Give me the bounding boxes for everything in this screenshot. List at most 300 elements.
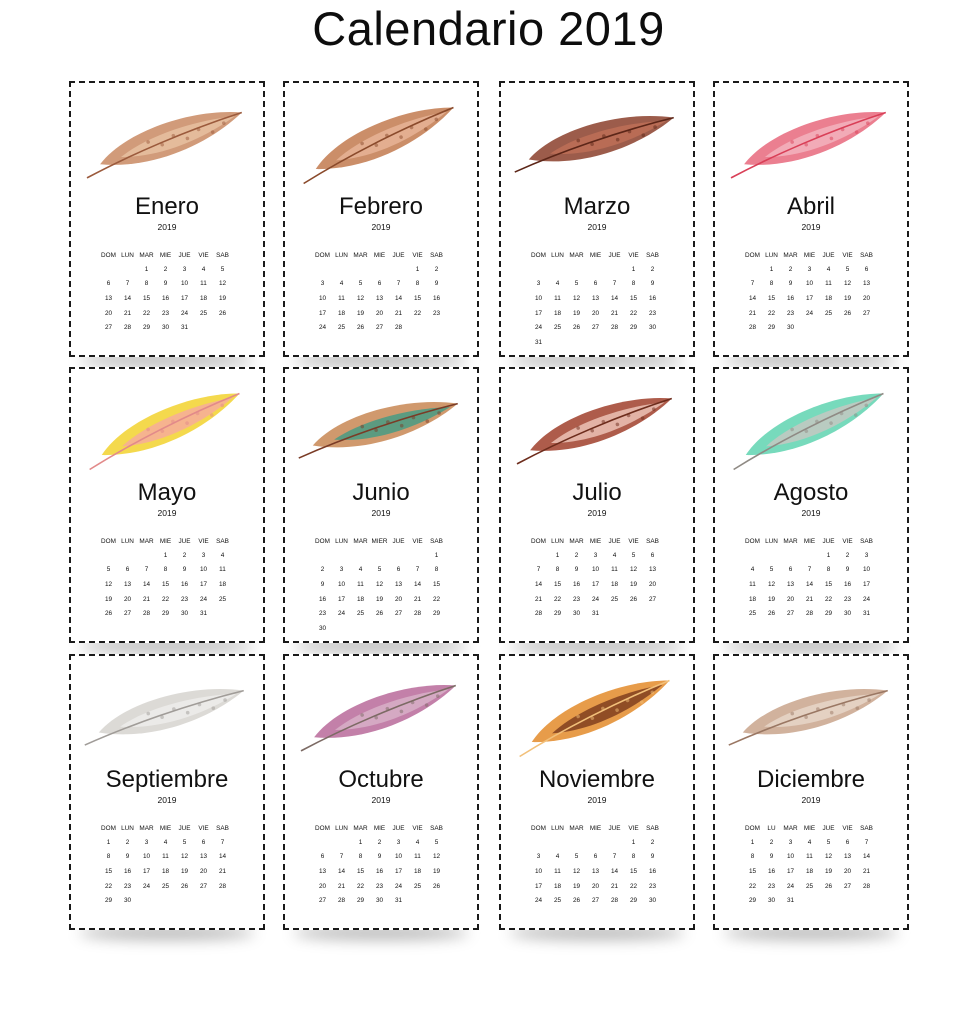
day-cell (743, 262, 762, 277)
weekday-label: MAR (139, 537, 154, 545)
weekday-label: MAR (353, 824, 368, 832)
day-cell: 11 (554, 294, 561, 302)
day-cell: 28 (142, 610, 151, 618)
day-cell: 30 (161, 324, 170, 332)
weekday-label: DOM (101, 537, 116, 545)
day-cell: 28 (394, 324, 403, 332)
week-row (99, 306, 232, 321)
feather-illustration (293, 674, 473, 758)
month-card (499, 654, 695, 930)
day-cell: 9 (769, 853, 774, 861)
day-cell: 23 (786, 309, 795, 317)
day-cell (819, 893, 838, 908)
day-cell: 3 (788, 838, 793, 846)
day-cell: 19 (824, 867, 833, 875)
week-row (313, 850, 446, 865)
day-cell (137, 893, 156, 908)
day-cell: 19 (432, 867, 441, 875)
day-cell: 7 (220, 838, 225, 846)
day-cell: 13 (843, 853, 852, 861)
day-cell: 16 (432, 294, 441, 302)
day-cell: 30 (648, 897, 657, 905)
day-cell: 17 (337, 595, 346, 603)
day-cell: 16 (318, 595, 327, 603)
day-cell: 3 (807, 265, 812, 273)
day-cell: 27 (318, 897, 327, 905)
day-cell (118, 262, 137, 277)
day-cell (332, 835, 351, 850)
week-row (313, 606, 446, 621)
day-cell: 3 (593, 551, 598, 559)
day-cell: 8 (826, 566, 831, 574)
day-cell: 16 (375, 867, 384, 875)
day-cell (175, 893, 194, 908)
day-cell: 1 (144, 265, 149, 273)
day-cell: 17 (862, 580, 871, 588)
day-cell (370, 621, 389, 636)
day-cell: 12 (375, 580, 384, 588)
day-cell: 18 (218, 580, 227, 588)
weekday-label: MIE (373, 824, 386, 832)
weekday-label: DOM (531, 824, 546, 832)
day-cell: 25 (553, 324, 562, 332)
weekday-label: LUN (121, 824, 134, 832)
month-name: Mayo (137, 479, 197, 506)
weekday-label: JUE (822, 824, 835, 832)
day-cell: 3 (864, 551, 869, 559)
day-cell: 19 (843, 294, 852, 302)
day-cell: 5 (631, 551, 636, 559)
week-row (529, 879, 662, 894)
day-cell: 12 (824, 853, 833, 861)
day-cell: 20 (104, 309, 113, 317)
day-cell: 12 (180, 853, 189, 861)
day-cell: 16 (123, 867, 132, 875)
day-cell: 18 (824, 294, 833, 302)
day-cell: 10 (862, 566, 871, 574)
weekday-label: SAB (646, 251, 659, 259)
card-cut-border (713, 81, 909, 357)
day-cell (332, 262, 351, 277)
day-cell (838, 893, 857, 908)
day-cell: 8 (415, 280, 420, 288)
day-cell: 27 (199, 882, 208, 890)
day-cell: 28 (610, 897, 619, 905)
day-cell: 15 (767, 294, 776, 302)
weekday-label: MAR (569, 537, 584, 545)
day-cell (800, 893, 819, 908)
day-cell: 31 (534, 338, 543, 346)
day-cell: 22 (356, 882, 365, 890)
day-cell: 30 (123, 897, 132, 905)
month-card (499, 81, 695, 357)
day-cell: 11 (338, 294, 345, 302)
day-cell: 1 (555, 551, 560, 559)
day-cell: 24 (318, 324, 327, 332)
day-cell (118, 548, 137, 563)
day-cell: 29 (553, 610, 562, 618)
day-cell: 9 (125, 853, 130, 861)
day-cell: 31 (591, 610, 600, 618)
weekday-label: VIE (842, 537, 853, 545)
day-cell: 15 (142, 294, 151, 302)
day-cell: 18 (413, 867, 422, 875)
day-cell: 14 (123, 294, 132, 302)
day-cell: 18 (199, 294, 208, 302)
day-cell: 17 (394, 867, 403, 875)
day-cell: 2 (377, 838, 382, 846)
week-row (99, 835, 232, 850)
day-cell (351, 548, 370, 563)
day-cell: 23 (572, 595, 581, 603)
week-row (743, 306, 876, 321)
month-year: 2019 (587, 795, 607, 805)
month-name: Abril (786, 193, 835, 220)
day-cell: 26 (824, 882, 833, 890)
day-cell: 10 (337, 580, 346, 588)
day-cell: 14 (748, 294, 757, 302)
card-cut-border (499, 81, 695, 357)
weekday-header-row (743, 248, 876, 262)
day-cell (408, 621, 427, 636)
feather-illustration (79, 674, 259, 758)
weekday-header-row (99, 534, 232, 548)
feather-illustration (723, 101, 903, 185)
day-cell: 20 (318, 882, 327, 890)
day-cell: 22 (629, 309, 638, 317)
day-cell: 20 (394, 595, 403, 603)
day-cell: 22 (824, 595, 833, 603)
weekday-label: SAB (216, 824, 229, 832)
month-day-grid (529, 534, 662, 621)
month-name: Agosto (773, 479, 849, 506)
day-cell (408, 320, 427, 335)
day-cell (548, 262, 567, 277)
day-cell: 11 (611, 566, 618, 574)
weekday-label: DOM (745, 251, 760, 259)
day-cell: 9 (845, 566, 850, 574)
week-row (99, 291, 232, 306)
day-cell: 29 (767, 324, 776, 332)
day-cell: 3 (536, 280, 541, 288)
day-cell: 21 (534, 595, 543, 603)
day-cell: 7 (864, 838, 869, 846)
day-cell (819, 320, 838, 335)
day-cell: 15 (104, 867, 113, 875)
day-cell: 6 (593, 853, 598, 861)
week-row (743, 592, 876, 607)
card-cut-border (499, 654, 695, 930)
day-cell: 21 (337, 882, 346, 890)
feather-illustration (509, 674, 689, 758)
month-card (69, 81, 265, 357)
day-cell: 23 (843, 595, 852, 603)
day-cell: 2 (163, 265, 168, 273)
week-row (529, 306, 662, 321)
day-cell: 9 (320, 580, 325, 588)
weekday-label: DOM (315, 824, 330, 832)
weekday-label: JUE (608, 251, 621, 259)
month-year: 2019 (801, 795, 821, 805)
day-cell (800, 548, 819, 563)
day-cell: 27 (786, 610, 795, 618)
day-cell: 24 (142, 882, 151, 890)
day-cell: 5 (377, 566, 382, 574)
day-cell: 20 (648, 580, 657, 588)
weekday-label: MAR (783, 251, 798, 259)
day-cell: 4 (415, 838, 420, 846)
day-cell: 20 (123, 595, 132, 603)
day-cell: 2 (650, 265, 655, 273)
weekday-label: MAR (569, 251, 584, 259)
month-day-grid (743, 248, 876, 335)
day-cell: 17 (534, 882, 543, 890)
week-row (529, 577, 662, 592)
day-cell: 4 (750, 566, 755, 574)
day-cell: 8 (434, 566, 439, 574)
day-cell (351, 621, 370, 636)
day-cell: 4 (220, 551, 225, 559)
month-year: 2019 (801, 508, 821, 518)
week-row (743, 262, 876, 277)
week-row (529, 864, 662, 879)
day-cell: 23 (123, 882, 132, 890)
day-cell (313, 548, 332, 563)
day-cell: 21 (862, 867, 871, 875)
day-cell: 24 (534, 897, 543, 905)
day-cell: 28 (610, 324, 619, 332)
weekday-label: VIE (842, 824, 853, 832)
day-cell: 9 (163, 280, 168, 288)
day-cell: 20 (786, 595, 795, 603)
weekday-label: JUE (608, 537, 621, 545)
weekday-label: MIE (803, 824, 816, 832)
weekday-label: LUN (335, 537, 348, 545)
day-cell: 21 (142, 595, 151, 603)
day-cell: 9 (650, 280, 655, 288)
day-cell: 24 (534, 324, 543, 332)
day-cell (389, 621, 408, 636)
day-cell: 16 (180, 580, 189, 588)
day-cell: 10 (805, 280, 814, 288)
day-cell: 21 (123, 309, 132, 317)
day-cell: 15 (629, 867, 638, 875)
day-cell: 6 (125, 566, 130, 574)
month-card (713, 654, 909, 930)
day-cell: 31 (394, 897, 403, 905)
month-day-grid (313, 248, 446, 335)
day-cell: 20 (375, 309, 384, 317)
day-cell: 8 (750, 853, 755, 861)
day-cell: 29 (161, 610, 170, 618)
week-row (743, 850, 876, 865)
day-cell: 2 (320, 566, 325, 574)
day-cell (586, 262, 605, 277)
week-row (529, 893, 662, 908)
day-cell: 28 (534, 610, 543, 618)
day-cell: 15 (356, 867, 365, 875)
day-cell: 25 (824, 309, 833, 317)
day-cell: 8 (631, 280, 636, 288)
day-cell: 25 (413, 882, 422, 890)
day-cell: 21 (805, 595, 814, 603)
month-card (283, 81, 479, 357)
day-cell: 1 (826, 551, 831, 559)
week-row (313, 563, 446, 578)
day-cell: 16 (572, 580, 581, 588)
day-cell: 17 (805, 294, 814, 302)
month-year: 2019 (157, 222, 177, 232)
day-cell: 5 (574, 853, 579, 861)
day-cell: 29 (748, 897, 757, 905)
week-row (313, 577, 446, 592)
day-cell: 27 (123, 610, 132, 618)
weekday-label: SAB (860, 251, 873, 259)
day-cell: 13 (591, 867, 600, 875)
weekday-label: LUN (765, 251, 778, 259)
weekday-label: SAB (430, 251, 443, 259)
day-cell: 14 (394, 294, 403, 302)
weekday-label: DOM (531, 537, 546, 545)
day-cell: 26 (843, 309, 852, 317)
day-cell: 30 (648, 324, 657, 332)
day-cell: 5 (826, 838, 831, 846)
day-cell (586, 335, 605, 350)
day-cell: 9 (574, 566, 579, 574)
day-cell: 11 (200, 280, 207, 288)
month-name: Julio (572, 479, 622, 506)
day-cell: 13 (318, 867, 327, 875)
day-cell: 13 (199, 853, 208, 861)
day-cell: 12 (432, 853, 441, 861)
day-cell: 30 (375, 897, 384, 905)
day-cell (389, 548, 408, 563)
day-cell: 18 (337, 309, 346, 317)
day-cell: 1 (415, 265, 420, 273)
day-cell: 6 (320, 853, 325, 861)
weekday-label: JUE (392, 251, 405, 259)
day-cell: 14 (218, 853, 227, 861)
weekday-label: LUN (121, 537, 134, 545)
weekday-label: VIE (198, 537, 209, 545)
day-cell: 21 (748, 309, 757, 317)
day-cell: 27 (862, 309, 871, 317)
week-row (529, 277, 662, 292)
weekday-label: LUN (765, 537, 778, 545)
day-cell: 16 (843, 580, 852, 588)
day-cell: 6 (593, 280, 598, 288)
day-cell: 25 (337, 324, 346, 332)
day-cell: 21 (610, 309, 619, 317)
day-cell: 18 (553, 309, 562, 317)
week-row (313, 291, 446, 306)
day-cell: 19 (180, 867, 189, 875)
day-cell: 7 (339, 853, 344, 861)
week-row (313, 864, 446, 879)
week-row (99, 850, 232, 865)
weekday-label: JUE (822, 537, 835, 545)
weekday-label: SAB (216, 251, 229, 259)
month-name: Noviembre (538, 766, 656, 793)
day-cell: 5 (220, 265, 225, 273)
feather-illustration (723, 674, 903, 758)
week-row (313, 621, 446, 636)
day-cell (743, 548, 762, 563)
weekday-label: VIE (842, 251, 853, 259)
month-card (69, 654, 265, 930)
week-row (529, 262, 662, 277)
weekday-label: VIE (198, 824, 209, 832)
day-cell: 11 (219, 566, 226, 574)
card-cut-border (283, 81, 479, 357)
day-cell (99, 262, 118, 277)
day-cell: 23 (648, 882, 657, 890)
day-cell: 18 (161, 867, 170, 875)
day-cell (548, 835, 567, 850)
day-cell: 17 (318, 309, 327, 317)
month-name: Enero (134, 193, 200, 220)
week-row (99, 606, 232, 621)
day-cell: 26 (375, 610, 384, 618)
week-row (99, 577, 232, 592)
day-cell: 3 (320, 280, 325, 288)
card-cut-border (69, 654, 265, 930)
day-cell: 13 (786, 580, 795, 588)
day-cell: 25 (610, 595, 619, 603)
week-row (529, 835, 662, 850)
day-cell (213, 893, 232, 908)
month-card (283, 367, 479, 643)
day-cell: 12 (572, 867, 581, 875)
day-cell: 9 (650, 853, 655, 861)
day-cell: 14 (337, 867, 346, 875)
day-cell: 16 (648, 867, 657, 875)
month-card (713, 81, 909, 357)
month-year: 2019 (371, 795, 391, 805)
day-cell (332, 621, 351, 636)
day-cell: 10 (786, 853, 795, 861)
day-cell: 20 (199, 867, 208, 875)
week-row (529, 320, 662, 335)
day-cell (427, 320, 446, 335)
weekday-label: MIE (803, 537, 816, 545)
month-day-grid (99, 534, 232, 621)
day-cell: 8 (106, 853, 111, 861)
week-row (743, 606, 876, 621)
month-day-grid (743, 821, 876, 908)
day-cell: 3 (201, 551, 206, 559)
day-cell: 2 (182, 551, 187, 559)
day-cell: 3 (182, 265, 187, 273)
week-row (529, 335, 662, 350)
day-cell: 23 (432, 309, 441, 317)
day-cell (370, 262, 389, 277)
day-cell: 22 (432, 595, 441, 603)
day-cell: 26 (572, 897, 581, 905)
day-cell (99, 548, 118, 563)
day-cell: 9 (434, 280, 439, 288)
week-row (743, 864, 876, 879)
day-cell: 4 (555, 853, 560, 861)
day-cell: 6 (845, 838, 850, 846)
weekday-label: LUN (335, 251, 348, 259)
day-cell: 11 (749, 580, 756, 588)
day-cell: 26 (356, 324, 365, 332)
day-cell (427, 621, 446, 636)
day-cell (194, 320, 213, 335)
day-cell: 8 (358, 853, 363, 861)
day-cell: 19 (375, 595, 384, 603)
